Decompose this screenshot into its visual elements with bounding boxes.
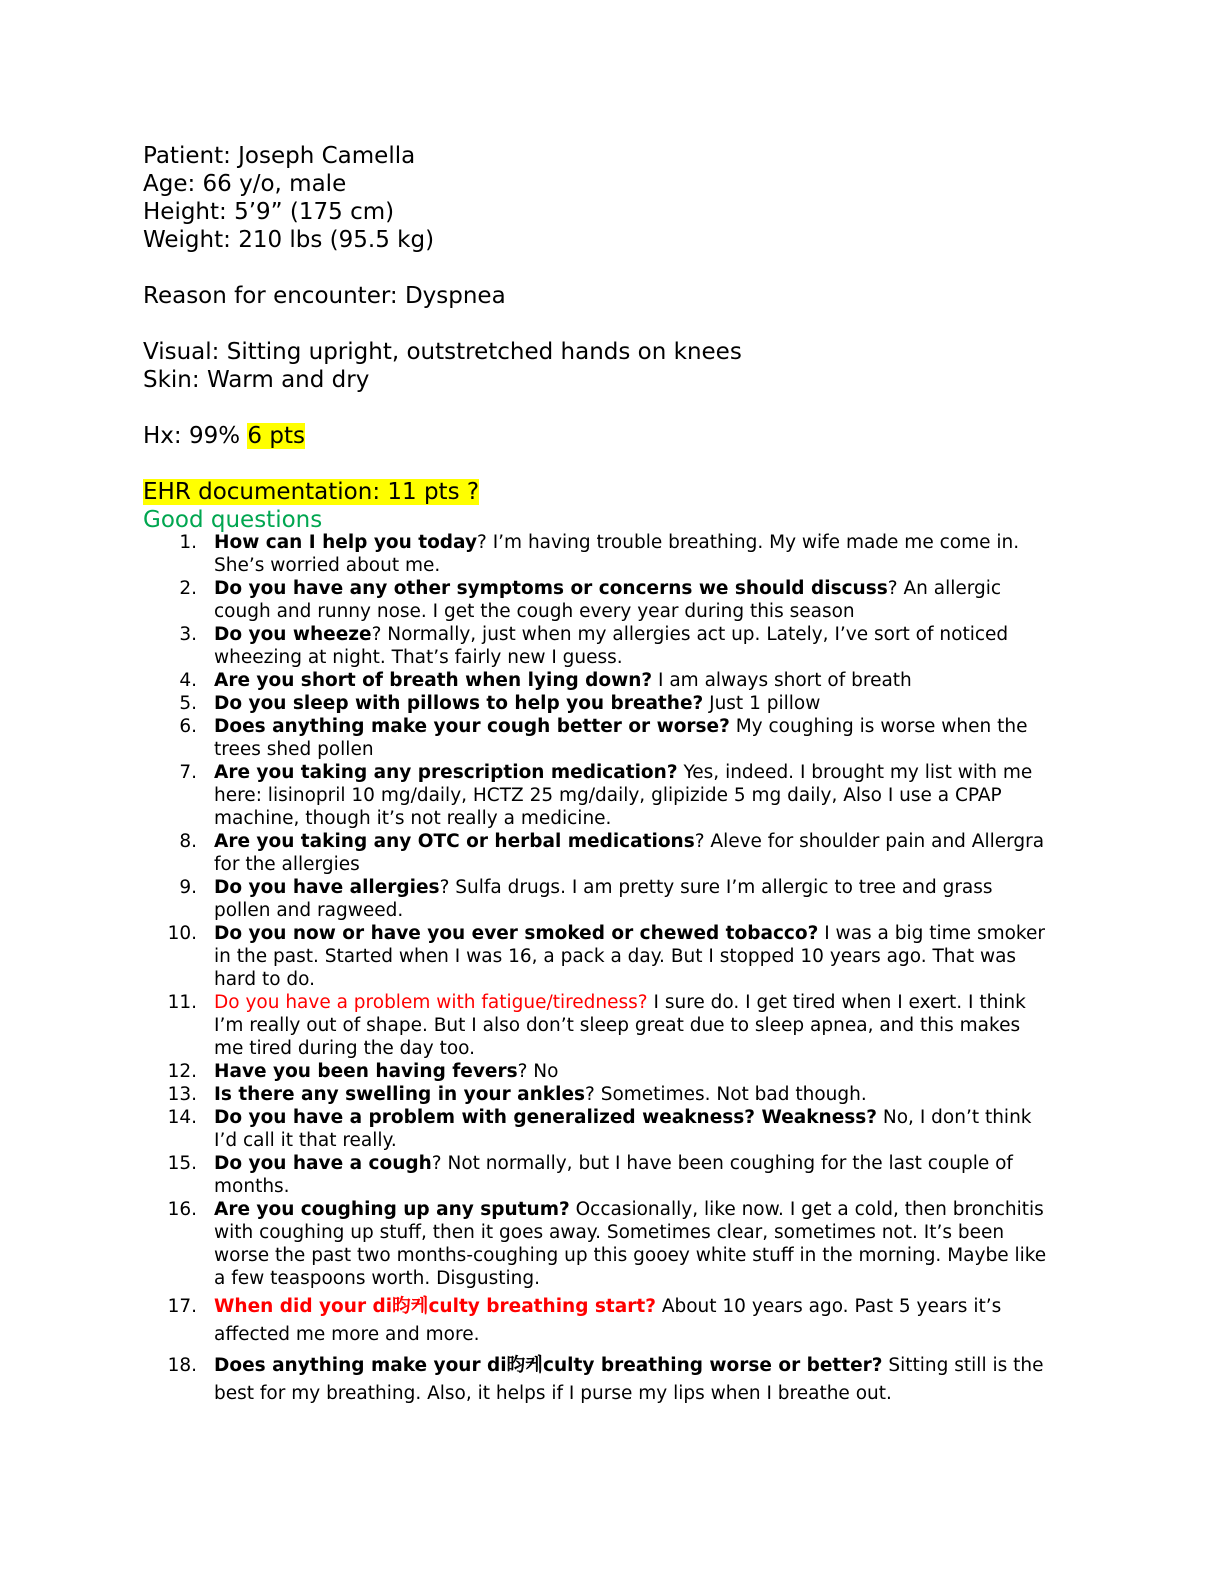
spacer <box>143 310 1103 338</box>
question-item <box>143 991 1048 1060</box>
answer-text: Just 1 pillow <box>703 693 821 714</box>
question-number: 16. <box>167 1199 197 1220</box>
question-text: Do you have a cough <box>214 1153 432 1174</box>
patient-age: Age: 66 y/o, male <box>143 171 347 197</box>
question-number: 8. <box>179 831 197 852</box>
question-item <box>143 715 1048 761</box>
answer-text: ? Normally, just when my allergies act up. Lately, I’ve sort of noticed wheezing at night. That’s fairly new I guess. <box>214 624 1009 668</box>
question-number: 17. <box>167 1296 197 1317</box>
history-score-label: Hx: 99% <box>143 423 248 449</box>
question-list <box>143 531 1048 1408</box>
answer-text: ? No <box>517 1061 559 1082</box>
question-number: 4. <box>179 670 197 691</box>
reason-for-encounter: Reason for encounter: Dyspnea <box>143 283 506 309</box>
question-number: 3. <box>179 624 197 645</box>
question-text: Do you sleep with pillows to help you breathe? <box>214 693 704 714</box>
question-text: Have you been having fevers <box>214 1061 518 1082</box>
question-item <box>143 623 1048 669</box>
question-item <box>143 1198 1048 1290</box>
answer-text: I sure do. I get tired when I exert. I think I’m really out of shape. But I also don’t sleep great due to sleep apnea, and this makes me tired during the day too. <box>214 992 1026 1059</box>
spacer <box>143 450 1103 478</box>
answer-text: Occasionally, like now. I get a cold, then bronchitis with coughing up stuff, then it goes away. Sometimes clear, sometimes not. It’s been worse the past two months-coughing up this gooey white stuff in the morning. Maybe like a few teaspoons worth. Disgusting. <box>214 1199 1047 1289</box>
question-item <box>143 1152 1048 1198</box>
visual-observation: Visual: Sitting upright, outstretched hands on knees <box>143 339 742 365</box>
patient-header <box>143 142 1103 534</box>
question-text: Do you now or have you ever smoked or chewed tobacco? <box>214 923 819 944</box>
question-text: Are you coughing up any sputum? <box>214 1199 570 1220</box>
question-item <box>143 1060 1048 1083</box>
answer-text: Sitting still is the best for my breathing. Also, it helps if I purse my lips when I breathe out. <box>214 1355 1044 1404</box>
answer-text: About 10 years ago. Past 5 years it’s affected me more and more. <box>214 1296 1002 1345</box>
ehr-heading-highlight: EHR documentation: 11 pts ? <box>143 479 480 505</box>
question-item <box>143 577 1048 623</box>
question-number: 13. <box>167 1084 197 1105</box>
question-item <box>143 531 1048 577</box>
question-text: Does anything make your di昀케culty breathing worse or better? <box>214 1355 883 1376</box>
spacer <box>143 394 1103 422</box>
question-text: Is there any swelling in your ankles <box>214 1084 586 1105</box>
answer-text: My coughing is worse when the trees shed pollen <box>214 716 1028 760</box>
question-text: Do you have a problem with generalized weakness? Weakness? <box>214 1107 878 1128</box>
question-number: 12. <box>167 1061 197 1082</box>
question-text: Are you short of breath when lying down? <box>214 670 653 691</box>
question-number: 1. <box>179 532 197 553</box>
question-item <box>143 669 1048 692</box>
question-text: Do you have any other symptoms or concerns we should discuss <box>214 578 888 599</box>
answer-text: ? An allergic cough and runny nose. I get the cough every year during this season <box>214 578 1002 622</box>
answer-text: I am always short of breath <box>652 670 912 691</box>
question-item <box>143 1293 1048 1349</box>
answer-text: ? Sometimes. Not bad though. <box>585 1084 867 1105</box>
patient-height: Height: 5’9” (175 cm) <box>143 199 395 225</box>
spacer <box>143 254 1103 282</box>
question-item <box>143 830 1048 876</box>
question-number: 10. <box>167 923 197 944</box>
answer-text: Yes, indeed. I brought my list with me here: lisinopril 10 mg/daily, HCTZ 25 mg/daily, glipizide 5 mg daily, Also I use a CPAP machine, though it’s not really a medicine. <box>214 762 1033 829</box>
answer-text: ? Sulfa drugs. I am pretty sure I’m allergic to tree and grass pollen and ragweed. <box>214 877 993 921</box>
question-item <box>143 1352 1048 1408</box>
question-text: Do you have allergies <box>214 877 440 898</box>
question-item <box>143 1106 1048 1152</box>
question-item <box>143 761 1048 830</box>
question-number: 15. <box>167 1153 197 1174</box>
question-item <box>143 922 1048 991</box>
question-number: 14. <box>167 1107 197 1128</box>
good-questions-subheading: Good questions <box>143 507 323 533</box>
question-item <box>143 692 1048 715</box>
question-number: 7. <box>179 762 197 783</box>
answer-text: ? I’m having trouble breathing. My wife made me come in. She’s worried about me. <box>214 532 1020 576</box>
question-text: Do you have a problem with fatigue/tiredness? <box>214 992 648 1013</box>
question-number: 6. <box>179 716 197 737</box>
question-text: Are you taking any prescription medication? <box>214 762 678 783</box>
question-number: 5. <box>179 693 197 714</box>
answer-text: ? Aleve for shoulder pain and Allergra for the allergies <box>214 831 1045 875</box>
answer-text: I was a big time smoker in the past. Started when I was 16, a pack a day. But I stopped 10 years ago. That was hard to do. <box>214 923 1045 990</box>
question-number: 11. <box>167 992 197 1013</box>
question-text: Does anything make your cough better or worse? <box>214 716 730 737</box>
question-number: 2. <box>179 578 197 599</box>
answer-text: ? Not normally, but I have been coughing for the last couple of months. <box>214 1153 1013 1197</box>
skin-observation: Skin: Warm and dry <box>143 367 370 393</box>
answer-text: No, I don’t think I’d call it that really. <box>214 1107 1032 1151</box>
question-item <box>143 876 1048 922</box>
patient-name: Patient: Joseph Camella <box>143 143 416 169</box>
question-text: How can I help you today <box>214 532 478 553</box>
question-text: Are you taking any OTC or herbal medications <box>214 831 695 852</box>
question-number: 9. <box>179 877 197 898</box>
question-text: Do you wheeze <box>214 624 372 645</box>
patient-weight: Weight: 210 lbs (95.5 kg) <box>143 227 435 253</box>
ehr-documentation-heading <box>143 478 1103 506</box>
question-text: When did your di昀케culty breathing start? <box>214 1296 656 1317</box>
question-item <box>143 1083 1048 1106</box>
history-score <box>143 422 1103 450</box>
question-number: 18. <box>167 1355 197 1376</box>
history-points-highlight: 6 pts <box>247 423 305 449</box>
